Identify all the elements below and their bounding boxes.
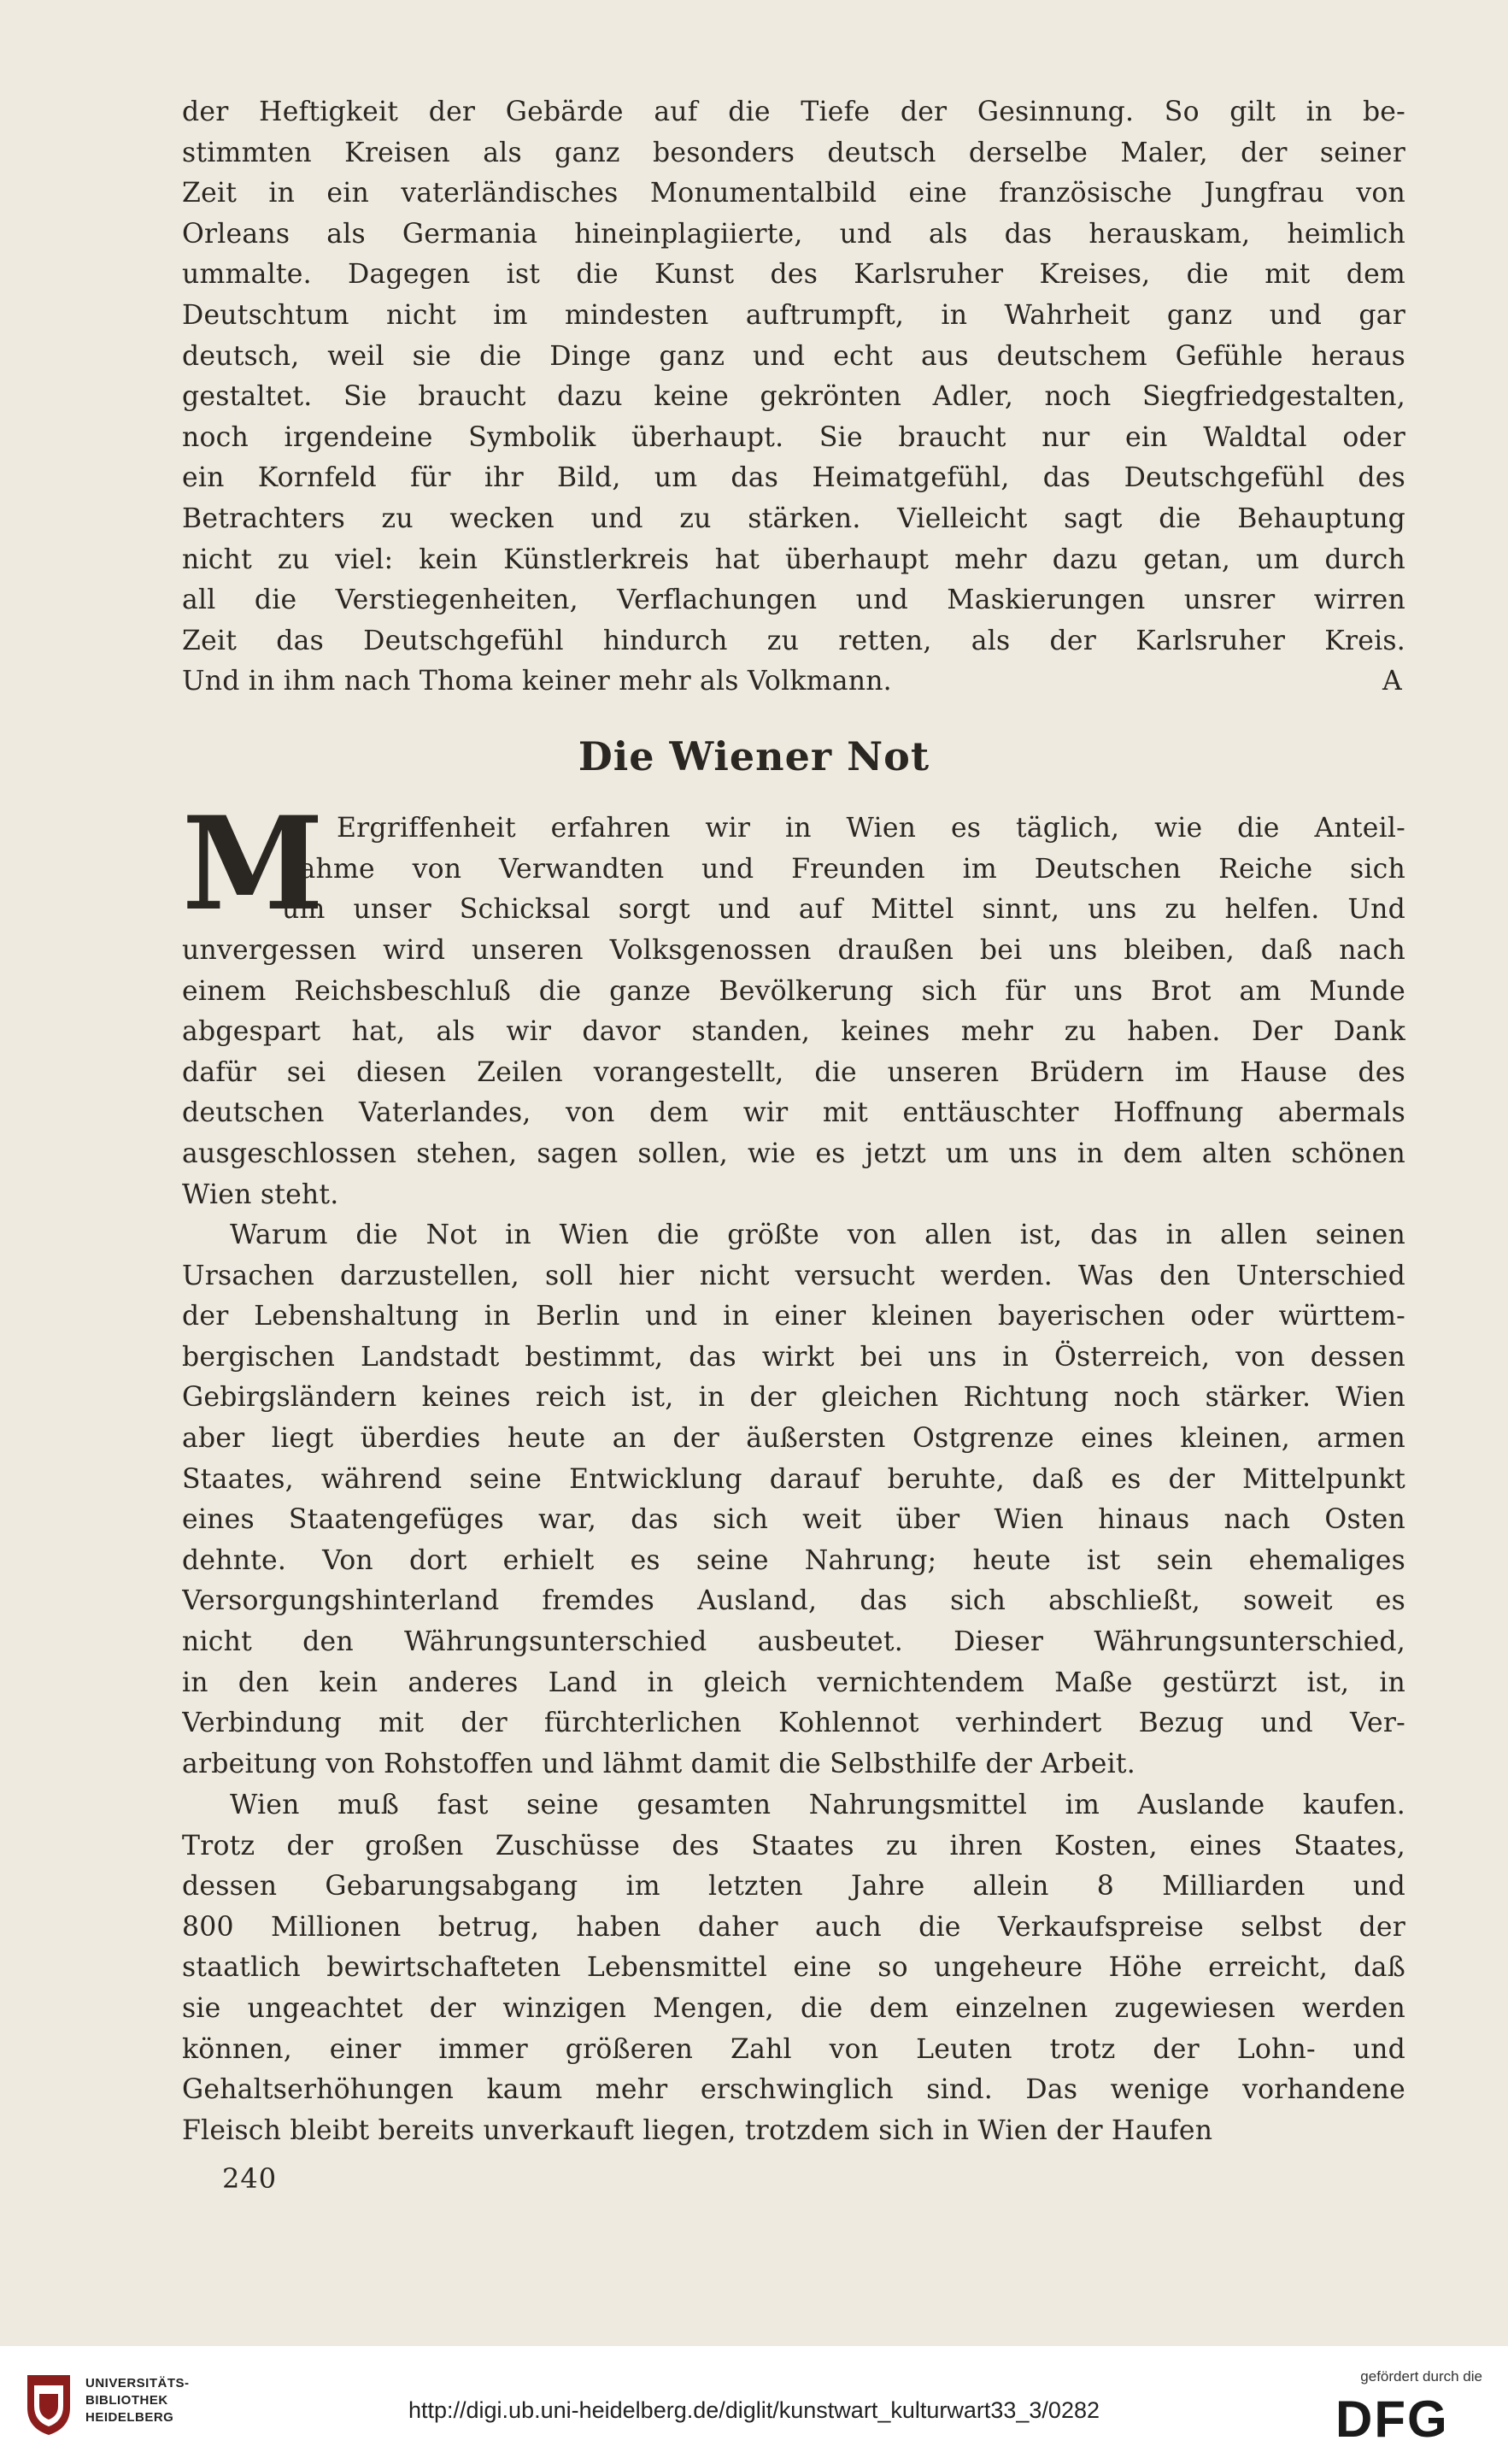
text-line: können, einer immer größeren Zahl von Leuten trotz der Lohn- und bbox=[182, 2033, 1405, 2065]
text-line: nahme von Verwandten und Freunden im Deutschen Reiche sich bbox=[282, 853, 1405, 885]
funded-by-label: gefördert durch die bbox=[1360, 2368, 1482, 2385]
paragraph-1-opening bbox=[282, 809, 1405, 931]
drop-cap: M bbox=[182, 789, 325, 939]
text-line: Betrachters zu wecken und zu stärken. Vielleicht sagt die Behauptung bbox=[182, 503, 1405, 534]
text-line: Trotz der großen Zuschüsse des Staates zu ihren Kosten, eines Staates, bbox=[182, 1830, 1405, 1861]
text-line: aber liegt überdies heute an der äußersten Ostgrenze eines kleinen, armen bbox=[182, 1422, 1405, 1454]
text-line: Gehaltserhöhungen kaum mehr erschwinglich sind. Das wenige vorhandene bbox=[182, 2074, 1405, 2106]
text-line: ummalte. Dagegen ist die Kunst des Karlsruher Kreises, die mit dem bbox=[182, 259, 1405, 291]
text-line: Gebirgsländern keines reich ist, in der gleichen Richtung noch stärker. Wien bbox=[182, 1382, 1405, 1414]
text-line: dehnte. Von dort erhielt es seine Nahrung; heute ist sein ehemaliges bbox=[182, 1544, 1405, 1576]
text-line: unvergessen wird unseren Volksgenossen draußen bei uns bleiben, daß nach bbox=[182, 935, 1405, 966]
continuation-text bbox=[182, 92, 1405, 662]
text-line: stimmten Kreisen als ganz besonders deutsch derselbe Maler, der seiner bbox=[182, 137, 1405, 168]
text-line: einem Reichsbeschluß die ganze Bevölkerung sich für uns Brot am Munde bbox=[182, 975, 1405, 1007]
text-line: Staates, während seine Entwicklung darauf beruhte, daß es der Mittelpunkt bbox=[182, 1463, 1405, 1495]
text-line: it Ergriffenheit erfahren wir in Wien es täglich, wie die Anteil- bbox=[282, 813, 1405, 844]
text-line: Verbindung mit der fürchterlichen Kohlennot verhindert Bezug und Ver- bbox=[182, 1708, 1405, 1739]
text-line: der Heftigkeit der Gebärde auf die Tiefe der Gesinnung. So gilt in be- bbox=[182, 97, 1405, 127]
text-line: nicht zu viel: kein Künstlerkreis hat überhaupt mehr dazu getan, um durch bbox=[182, 544, 1405, 575]
text-line: staatlich bewirtschafteten Lebensmittel eine so ungeheure Höhe erreicht, daß bbox=[182, 1952, 1405, 1984]
closing-line: Und in ihm nach Thoma keiner mehr als Volkmann. bbox=[182, 666, 892, 697]
text-line: arbeitung von Rohstoffen und lähmt damit die Selbsthilfe der Arbeit. bbox=[182, 1748, 1135, 1779]
section-title: Die Wiener Not bbox=[578, 733, 930, 779]
text-line: Orleans als Germania hineinplagiierte, und als das herauskam, heimlich bbox=[182, 218, 1405, 250]
author-signature: A bbox=[1382, 666, 1402, 697]
text-line: nicht den Währungsunterschied ausbeutet. Dieser Währungsunterschied, bbox=[182, 1626, 1405, 1657]
text-line: gestaltet. Sie braucht dazu keine gekrönten Adler, noch Siegfriedgestalten, bbox=[182, 381, 1405, 413]
library-line-3: HEIDELBERG bbox=[85, 2410, 174, 2425]
text-line: abgespart hat, als wir davor standen, keines mehr zu haben. Der Dank bbox=[182, 1016, 1405, 1048]
text-line: all die Verstiegenheiten, Verflachungen und Maskierungen unsrer wirren bbox=[182, 585, 1405, 616]
text-line: Wien muß fast seine gesamten Nahrungsmittel im Auslande kaufen. bbox=[230, 1790, 1405, 1820]
paragraph-2 bbox=[182, 1215, 1405, 1785]
text-line: Zeit das Deutschgefühl hindurch zu retten, als der Karlsruher Kreis. bbox=[182, 625, 1405, 656]
digitization-footer bbox=[0, 2346, 1508, 2464]
source-url-link[interactable]: http://digi.ub.uni-heidelberg.de/diglit/kunstwart_kulturwart33_3/0282 bbox=[408, 2397, 1100, 2423]
text-line: bergischen Landstadt bestimmt, das wirkt bei uns in Österreich, von dessen bbox=[182, 1341, 1405, 1373]
text-line: ein Kornfeld für ihr Bild, um das Heimatgefühl, das Deutschgefühl des bbox=[182, 462, 1405, 494]
text-line: Deutschtum nicht im mindesten auftrumpft, in Wahrheit ganz und gar bbox=[182, 299, 1405, 331]
text-line: deutschen Vaterlandes, von dem wir mit enttäuschter Hoffnung abermals bbox=[182, 1097, 1405, 1129]
text-line: ausgeschlossen stehen, sagen sollen, wie es jetzt um uns in dem alten schönen bbox=[182, 1138, 1405, 1169]
paragraph-1 bbox=[182, 931, 1405, 1215]
text-line: deutsch, weil sie die Dinge ganz und echt aus deutschem Gefühle heraus bbox=[182, 340, 1405, 372]
paragraph-3 bbox=[182, 1785, 1405, 2151]
closing-line-row bbox=[182, 662, 1405, 703]
text-line: 800 Millionen betrug, haben daher auch die Verkaufspreise selbst der bbox=[182, 1911, 1405, 1943]
text-line: dessen Gebarungsabgang im letzten Jahre allein 8 Milliarden und bbox=[182, 1871, 1405, 1902]
text-line: Fleisch bleibt bereits unverkauft liegen, trotzdem sich in Wien der Haufen bbox=[182, 2114, 1213, 2146]
dfg-logo-icon bbox=[1335, 2392, 1486, 2443]
text-line: in den kein anderes Land in gleich vernichtendem Maße gestürzt ist, in bbox=[182, 1667, 1405, 1698]
text-line: dafür sei diesen Zeilen vorangestellt, die unseren Brüdern im Hause des bbox=[182, 1056, 1405, 1088]
dfg-logo-text: DFG bbox=[1335, 2392, 1449, 2443]
text-line: noch irgendeine Symbolik überhaupt. Sie braucht nur ein Waldtal oder bbox=[182, 421, 1405, 453]
page-number: 240 bbox=[222, 2162, 278, 2195]
text-line: Zeit in ein vaterländisches Monumentalbild eine französische Jungfrau von bbox=[182, 178, 1405, 209]
text-line: der Lebenshaltung in Berlin und in einer kleinen bayerischen oder württem- bbox=[182, 1301, 1405, 1332]
text-line: Wien steht. bbox=[182, 1179, 339, 1210]
library-line-2: BIBLIOTHEK bbox=[85, 2393, 168, 2408]
library-line-1: UNIVERSITÄTS- bbox=[85, 2376, 190, 2390]
text-line: Warum die Not in Wien die größte von allen ist, das in allen seinen bbox=[230, 1220, 1405, 1250]
text-line: sie ungeachtet der winzigen Mengen, die dem einzelnen zugewiesen werden bbox=[182, 1992, 1405, 2024]
text-line: Versorgungshinterland fremdes Ausland, das sich abschließt, soweit es bbox=[182, 1585, 1405, 1617]
text-line: eines Staatengefüges war, das sich weit über Wien hinaus nach Osten bbox=[182, 1504, 1405, 1536]
text-line: Ursachen darzustellen, soll hier nicht versucht werden. Was den Unterschied bbox=[182, 1260, 1405, 1291]
text-line: um unser Schicksal sorgt und auf Mittel sinnt, uns zu helfen. Und bbox=[282, 894, 1405, 926]
